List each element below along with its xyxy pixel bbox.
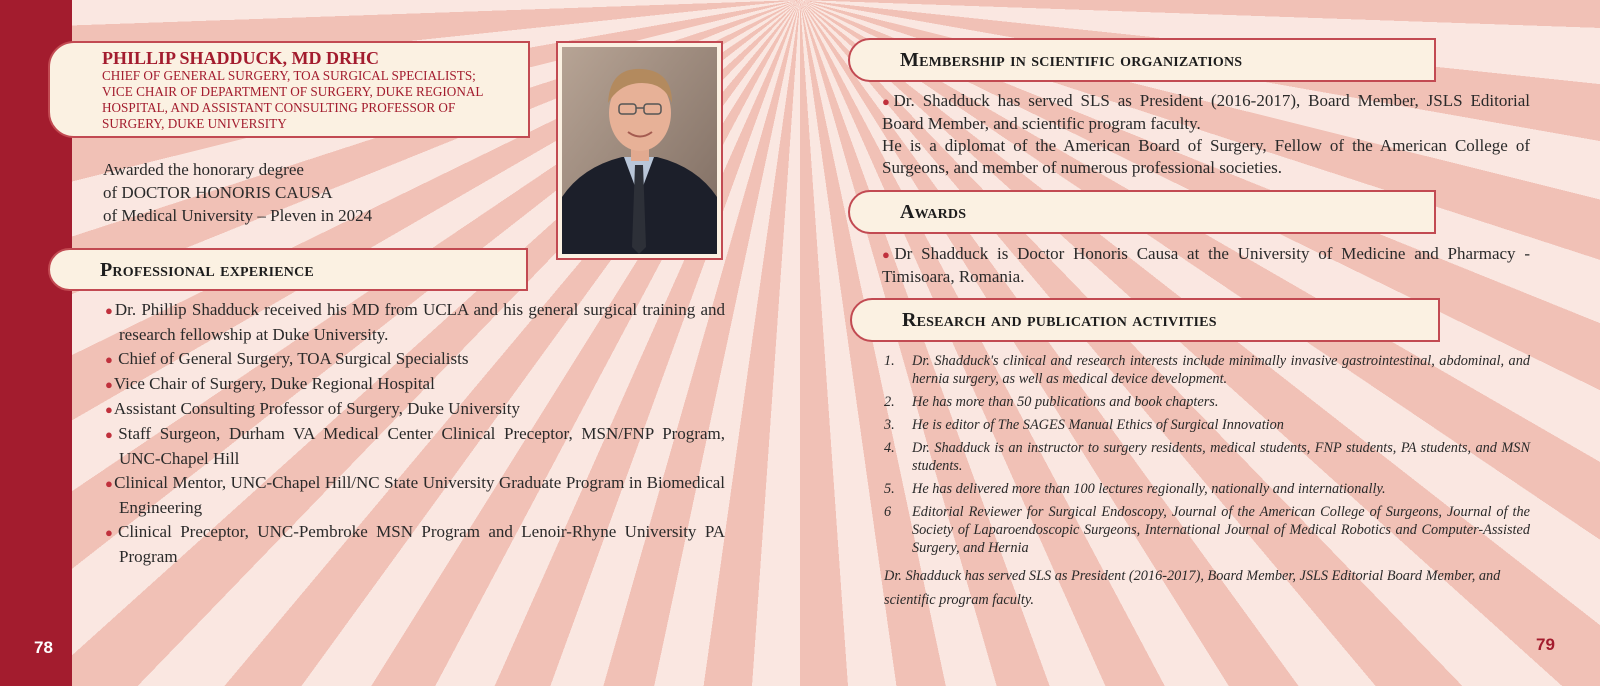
item-number: 5. [884, 481, 895, 497]
page-number-left: 78 [34, 638, 53, 657]
item-number: 4. [884, 440, 895, 456]
list-item: ● Assistant Consulting Professor of Surgery, Duke University [105, 397, 725, 422]
item-number: 3. [884, 417, 895, 433]
person-name: PHILLIP SHADDUCK, MD DRHC [102, 48, 380, 68]
portrait-photo [562, 47, 717, 254]
honor-line: of Medical University – Pleven in 2024 [103, 206, 373, 225]
list-item [884, 480, 1530, 498]
membership-line: Dr. Shadduck has served SLS as President (2016-2017), Board Member, JSLS Editorial Board Member, and scientific program faculty. [882, 91, 1530, 133]
item-text: Dr. Shadduck is an instructor to surgery residents, medical students, FNP students, PA students, and MSN students. [912, 440, 1530, 474]
section-title: Professional experience [100, 259, 314, 281]
section-title: Membership in scientific organizations [900, 49, 1243, 71]
page-number-right: 79 [1536, 635, 1555, 654]
research-banner [850, 298, 1440, 342]
portrait-frame [556, 41, 723, 260]
list-item [884, 352, 1530, 388]
list-item: ● Clinical Preceptor, UNC-Pembroke MSN Program and Lenoir-Rhyne University PA Program [105, 520, 725, 569]
professional-list [105, 298, 725, 569]
membership-text [882, 90, 1530, 179]
item-number: 1. [884, 353, 895, 369]
item-text: He has more than 50 publications and book chapters. [912, 394, 1219, 410]
awards-line: Dr Shadduck is Doctor Honoris Causa at the University of Medicine and Pharmacy - Timisoara, Romania. [882, 244, 1530, 286]
list-item [884, 416, 1530, 434]
item-text: He is editor of The SAGES Manual Ethics of Surgical Innovation [912, 417, 1284, 433]
role-line: SURGERY, DUKE UNIVERSITY [102, 116, 287, 131]
research-list [884, 352, 1530, 562]
bullet-dot: ● [882, 94, 894, 109]
list-item [884, 439, 1530, 475]
honor-statement [103, 158, 372, 227]
awards-banner [848, 190, 1436, 234]
role-line: VICE CHAIR OF DEPARTMENT OF SURGERY, DUKE REGIONAL [102, 84, 484, 99]
list-item: ● Staff Surgeon, Durham VA Medical Center Clinical Preceptor, MSN/FNP Program, UNC-Chapel Hill [105, 422, 725, 471]
item-number: 6 [884, 504, 892, 520]
list-item: ● Chief of General Surgery, TOA Surgical Specialists [105, 347, 725, 372]
membership-banner [848, 38, 1436, 82]
list-item: ● Clinical Mentor, UNC-Chapel Hill/NC State University Graduate Program in Biomedical Engineering [105, 471, 725, 520]
membership-line: He is a diplomat of the American Board of Surgery, Fellow of the American College of Surgeons, and member of numerous professional societies. [882, 136, 1530, 177]
list-item: ● Vice Chair of Surgery, Duke Regional Hospital [105, 372, 725, 397]
section-title: Research and publication activities [902, 309, 1217, 331]
bullet-dot: ● [882, 247, 895, 262]
professional-banner [48, 248, 528, 291]
list-item [884, 393, 1530, 411]
name-banner [48, 41, 530, 138]
research-closing: Dr. Shadduck has served SLS as President (2016-2017), Board Member, JSLS Editorial Board Member, and scientific program faculty. [884, 568, 1501, 608]
role-line: CHIEF OF GENERAL SURGERY, TOA SURGICAL SPECIALISTS; [102, 68, 476, 83]
item-number: 2. [884, 394, 895, 410]
role-line: HOSPITAL, AND ASSISTANT CONSULTING PROFESSOR OF [102, 100, 456, 115]
item-text: Dr. Shadduck's clinical and research interests include minimally invasive gastrointestinal, abdominal, and hernia surgery, as well as medical device development. [912, 353, 1530, 387]
awards-text [882, 243, 1530, 288]
item-text: Editorial Reviewer for Surgical Endoscopy, Journal of the American College of Surgeons, Journal of the Society of Laparoendoscopic Surgeons, International Journal of Medical Robotics and Computer-Assisted Surgery, and Hernia [912, 504, 1530, 556]
list-item: ● Dr. Phillip Shadduck received his MD from UCLA and his general surgical training and research fellowship at Duke University. [105, 298, 725, 347]
section-title: Awards [900, 201, 967, 223]
item-text: He has delivered more than 100 lectures regionally, nationally and internationally. [912, 481, 1386, 497]
honor-line: of DOCTOR HONORIS CAUSA [103, 183, 333, 202]
honor-line: Awarded the honorary degree [103, 160, 304, 179]
list-item [884, 503, 1530, 557]
